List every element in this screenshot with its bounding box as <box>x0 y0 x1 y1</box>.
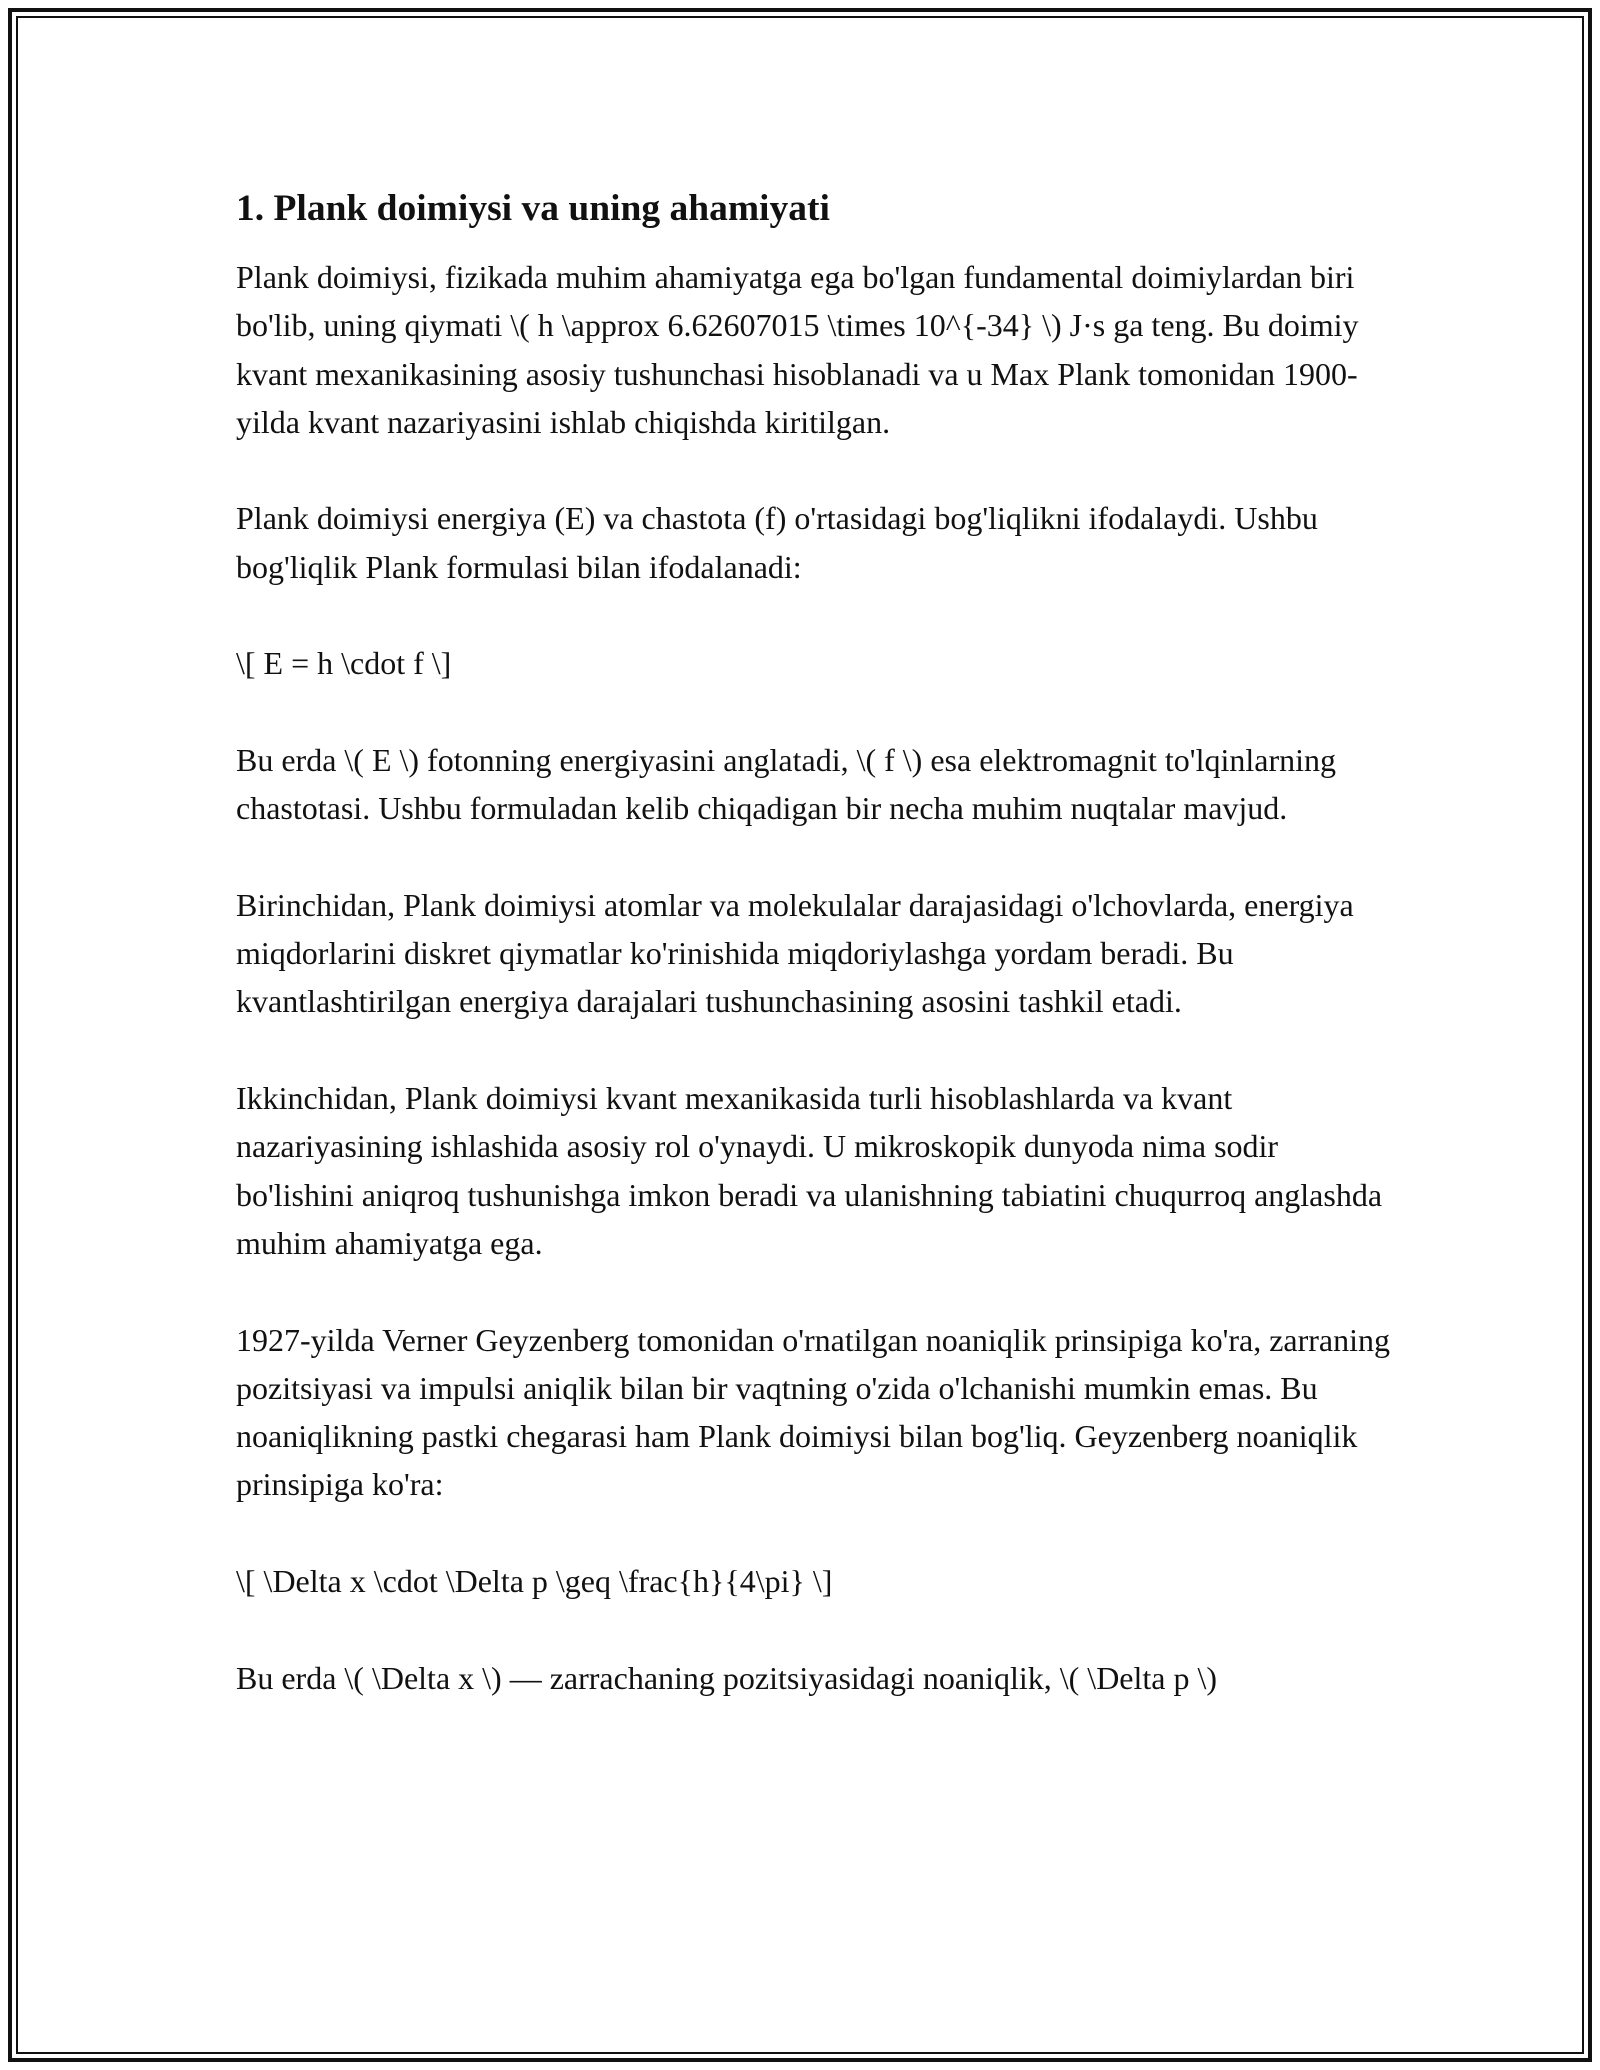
paragraph-uncertainty-explanation: Bu erda \( \Delta x \) — zarrachaning pozitsiyasidagi noaniqlik, \( \Delta p \) <box>236 1659 1218 1696</box>
section-heading: 1. Plank doimiysi va uning ahamiyati <box>236 188 830 229</box>
paragraph-energy-frequency: Plank doimiysi energiya (E) va chastota (f) o'rtasidagi bog'liqlikni ifodalaydi. Ushbu bog'liqlik Plank formulasi bilan ifodalanadi: <box>236 500 1318 585</box>
paragraph-formula-explanation: Bu erda \( E \) fotonning energiyasini anglatadi, \( f \) esa elektromagnit to'lqinlarning chastotasi. Ushbu formuladan kelib chiqadigan bir necha muhim nuqtalar mavjud. <box>236 741 1336 827</box>
paragraph-uncertainty: 1927-yilda Verner Geyzenberg tomonidan o'rnatilgan noaniqlik prinsipiga ko'ra, zarraning pozitsiyasi va impulsi aniqlik bilan bir vaqtning o'zida o'lchanishi mumkin emas. Bu noaniqlikning pastki chegarasi ham Plank doimiysi bilan bog'liq. Geyzenberg noaniqlik prinsipiga ko'ra: <box>236 1321 1391 1503</box>
formula-uncertainty: \[ \Delta x \cdot \Delta p \geq \frac{h}{4\pi} \] <box>236 1563 833 1600</box>
paragraph-first-point: Birinchidan, Plank doimiysi atomlar va molekulalar darajasidagi o'lchovlarda, energiya miqdorlarini diskret qiymatlar ko'rinishida miqdoriylashga yordam beradi. Bu kvantlashtirilgan energiya darajalari tushunchasining asosini tashkil etadi. <box>236 886 1354 1020</box>
paragraph-intro: Plank doimiysi, fizikada muhim ahamiyatga ega bo'lgan fundamental doimiylardan biri bo'lib, uning qiymati \( h \approx 6.62607015 \times 10^{-34} \) J·s ga teng. Bu doimiy kvant mexanikasining asosiy tushunchasi hisoblanadi va u Max Plank tomonidan 1900-yilda kvant nazariyasini ishlab chiqishda kiritilgan. <box>236 259 1359 440</box>
document-body <box>236 185 1400 1702</box>
formula-planck: \[ E = h \cdot f \] <box>236 645 452 682</box>
paragraph-second-point: Ikkinchidan, Plank doimiysi kvant mexanikasida turli hisoblashlarda va kvant nazariyasining ishlashida asosiy rol o'ynaydi. U mikroskopik dunyoda nima sodir bo'lishini aniqroq tushunishga imkon beradi va ulanishning tabiatini chuqurroq anglashda muhim ahamiyatga ega. <box>236 1080 1383 1261</box>
